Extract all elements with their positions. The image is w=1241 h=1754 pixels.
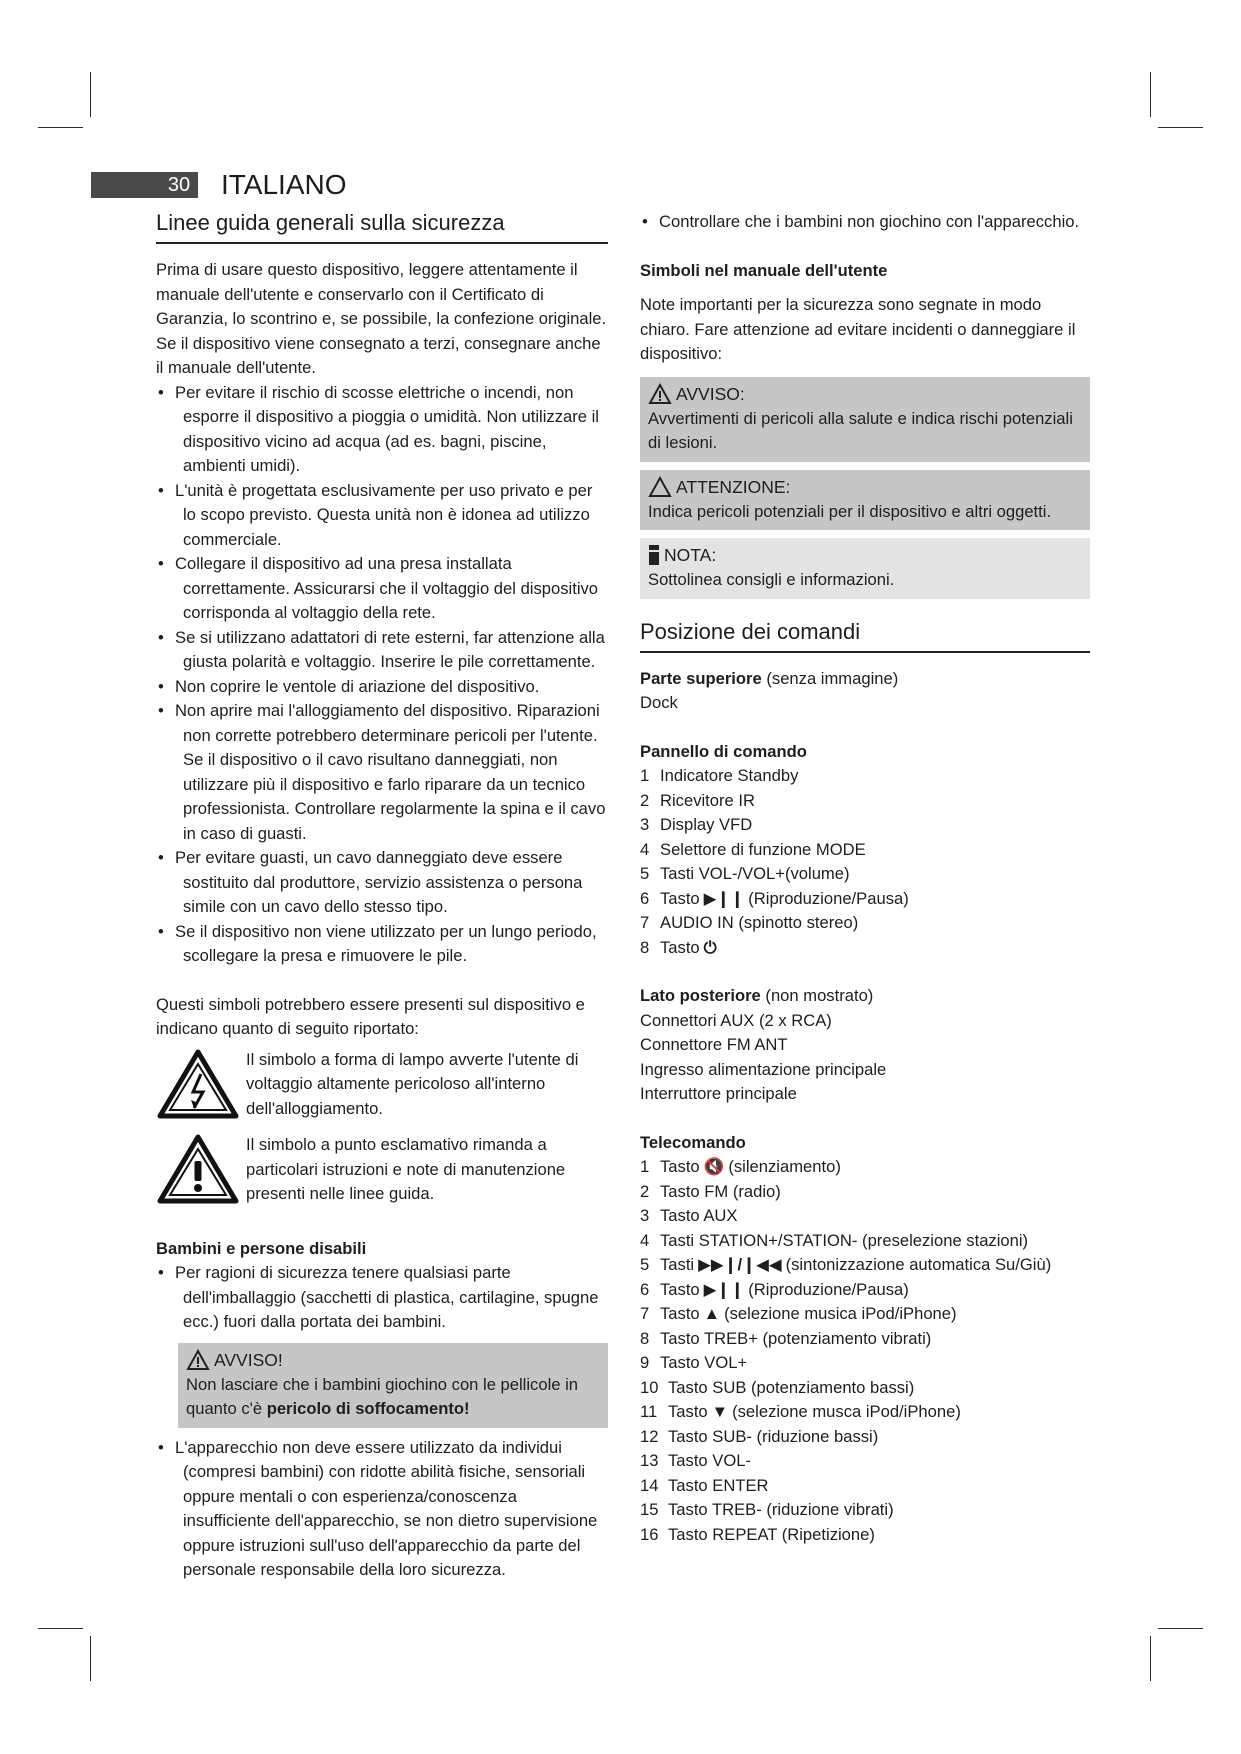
item-text: Tasto bbox=[660, 888, 700, 908]
lightning-warning-icon bbox=[156, 1048, 244, 1128]
item-number: 5 bbox=[640, 864, 650, 883]
item-number: 11 bbox=[640, 1402, 658, 1421]
list-item bbox=[640, 1229, 1090, 1254]
avviso-text: Avvertimenti di pericoli alla salute e indica rischi potenziali di lesioni. bbox=[648, 408, 1073, 452]
list-item bbox=[640, 887, 1090, 912]
list-item: • Non coprire le ventole di ariazione del dispositivo. bbox=[156, 675, 608, 700]
avviso-title: AVVISO: bbox=[676, 383, 745, 404]
item-number: 3 bbox=[640, 1206, 650, 1225]
list-item: • L'apparecchio non deve essere utilizzato da individui (compresi bambini) con ridotte abilità fisiche, sensoriali oppure mentali o con esperienza/conoscenza insufficiente dell'apparecchio, se non dietro supervisione oppure istruzioni sull'uso dell'apparecchio da parte del personale responsabile della loro sicurezza. bbox=[156, 1436, 608, 1583]
arrow-up-icon: ▲ bbox=[703, 1304, 721, 1323]
list-item bbox=[640, 1449, 1090, 1474]
item-text: Tasto AUX bbox=[660, 1206, 738, 1225]
language-heading: ITALIANO bbox=[221, 169, 347, 200]
item-text: Tasti STATION+/STATION- (preselezione stazioni) bbox=[660, 1230, 1029, 1250]
item-text: Tasto SUB- (riduzione bassi) bbox=[668, 1426, 879, 1446]
list-item: Ingresso alimentazione principale bbox=[640, 1059, 887, 1079]
attenzione-text: Indica pericoli potenziali per il dispositivo e altri oggetti. bbox=[648, 501, 1052, 521]
item-number: 5 bbox=[640, 1255, 650, 1274]
item-number: 4 bbox=[640, 839, 650, 859]
caution-triangle-icon bbox=[648, 476, 672, 498]
item-text: Tasto bbox=[660, 1279, 700, 1299]
list-item bbox=[640, 862, 1090, 887]
item-number: 1 bbox=[640, 766, 650, 785]
children-list bbox=[156, 1261, 608, 1335]
list-item bbox=[640, 1523, 1090, 1548]
list-item bbox=[640, 1302, 1090, 1327]
back-heading bbox=[640, 984, 1090, 1009]
back-note: (non mostrato) bbox=[765, 986, 874, 1005]
item-number: 14 bbox=[640, 1475, 659, 1495]
list-item bbox=[640, 1278, 1090, 1303]
item-text: Tasto TREB+ (potenziamento vibrati) bbox=[660, 1328, 932, 1348]
exclamation-warning-icon bbox=[156, 1133, 244, 1213]
left-column bbox=[156, 208, 608, 1583]
avviso-header bbox=[648, 381, 1082, 407]
safety-list bbox=[156, 381, 608, 969]
item-number: 10 bbox=[640, 1377, 659, 1397]
info-icon bbox=[648, 544, 660, 566]
list-item bbox=[640, 911, 1090, 936]
item-text: Tasto bbox=[660, 1157, 700, 1176]
remote-list bbox=[640, 1155, 1090, 1547]
item-number: 7 bbox=[640, 1304, 650, 1323]
item-text: (selezione musica iPod/iPhone) bbox=[724, 1304, 957, 1323]
crop-mark bbox=[38, 127, 83, 128]
item-text: (Riproduzione/Pausa) bbox=[748, 888, 909, 908]
crop-mark bbox=[90, 72, 91, 117]
power-icon: ⏻ bbox=[703, 937, 717, 957]
controls-title: Posizione dei comandi bbox=[640, 617, 1090, 653]
crop-mark bbox=[38, 1628, 83, 1629]
choking-warning-body bbox=[186, 1373, 600, 1422]
choking-warning-header bbox=[186, 1347, 600, 1373]
lightning-symbol-text: Il simbolo a forma di lampo avverte l'utente di voltaggio altamente pericoloso all'interno dell'alloggiamento. bbox=[246, 1049, 579, 1118]
list-item bbox=[640, 1155, 1090, 1180]
item-text: Selettore di funzione MODE bbox=[660, 839, 866, 859]
mute-icon: 🔇 bbox=[703, 1157, 725, 1176]
symbols-intro: Questi simboli potrebbero essere presenti sul dispositivo e indicano quanto di seguito riportato: bbox=[156, 994, 585, 1038]
item-number: 1 bbox=[640, 1157, 650, 1176]
item-number: 16 bbox=[640, 1524, 659, 1544]
nota-header bbox=[648, 542, 1082, 568]
choking-warning-box bbox=[178, 1343, 608, 1428]
item-text: Tasto SUB (potenziamento bassi) bbox=[668, 1377, 915, 1397]
item-text: Tasti VOL-/VOL+(volume) bbox=[660, 864, 850, 883]
crop-mark bbox=[90, 1636, 91, 1681]
list-item bbox=[640, 1327, 1090, 1352]
panel-title: Pannello di comando bbox=[640, 741, 807, 761]
crop-mark bbox=[1158, 1628, 1203, 1629]
item-text: Tasto REPEAT (Ripetizione) bbox=[668, 1524, 875, 1544]
list-item: • Non aprire mai l'alloggiamento del dispositivo. Riparazioni non corrette potrebbero determinare pericoli per l'utente. Se il dispositivo o il cavo risultano danneggiati, non utilizzare più il dispositivo e farlo riparare da un tecnico professionista. Controllare regolarmente la spina e il cavo in caso di guasti. bbox=[156, 699, 608, 846]
item-number: 2 bbox=[640, 790, 650, 810]
item-text: Tasto VOL+ bbox=[660, 1353, 748, 1372]
item-text: Display VFD bbox=[660, 815, 753, 834]
list-item: • Per evitare il rischio di scosse elettriche o incendi, non esporre il dispositivo a pioggia o umidità. Non utilizzare il dispositivo vicino ad acqua (ad es. bagni, piscine, ambienti umidi). bbox=[156, 381, 608, 479]
item-text: Tasto bbox=[668, 1402, 708, 1421]
exclamation-symbol-text: Il simbolo a punto esclamativo rimanda a particolari istruzioni e note di manutenzione presenti nelle linee guida. bbox=[246, 1135, 566, 1203]
crop-mark bbox=[1158, 127, 1203, 128]
top-part-note: (senza immagine) bbox=[766, 668, 899, 688]
lightning-symbol-row bbox=[156, 1048, 608, 1128]
list-item bbox=[640, 1498, 1090, 1523]
children-title: Bambini e persone disabili bbox=[156, 1238, 367, 1258]
choking-warning-bold: pericolo di soffocamento! bbox=[266, 1399, 470, 1418]
item-text: (Riproduzione/Pausa) bbox=[748, 1279, 909, 1299]
arrow-down-icon: ▼ bbox=[711, 1402, 729, 1421]
warning-triangle-icon bbox=[186, 1349, 210, 1371]
list-item: • Se si utilizzano adattatori di rete esterni, far attenzione alla giusta polarità e voltaggio. Inserire le pile correttamente. bbox=[156, 626, 608, 675]
list-item: Connettori AUX (2 x RCA) bbox=[640, 1010, 832, 1030]
item-number: 13 bbox=[640, 1451, 659, 1470]
crop-mark bbox=[1150, 72, 1151, 117]
item-number: 15 bbox=[640, 1500, 659, 1519]
list-item bbox=[640, 1474, 1090, 1499]
item-text: Tasto ENTER bbox=[668, 1475, 769, 1495]
item-number: 12 bbox=[640, 1426, 659, 1446]
list-item bbox=[640, 1204, 1090, 1229]
list-item bbox=[640, 1180, 1090, 1205]
attenzione-header bbox=[648, 474, 1082, 500]
list-item bbox=[640, 1376, 1090, 1401]
attenzione-title: ATTENZIONE: bbox=[676, 476, 791, 497]
item-number: 6 bbox=[640, 1279, 650, 1299]
item-text: Tasti bbox=[660, 1255, 695, 1274]
crop-mark bbox=[1150, 1636, 1151, 1681]
symbols-manual-title: Simboli nel manuale dell'utente bbox=[640, 260, 888, 280]
item-number: 3 bbox=[640, 815, 650, 834]
page-number: 30 bbox=[167, 174, 191, 196]
item-number: 4 bbox=[640, 1230, 650, 1250]
list-item: • Collegare il dispositivo ad una presa installata correttamente. Assicurarsi che il voltaggio del dispositivo corrisponda al voltaggio della rete. bbox=[156, 552, 608, 626]
supervision-list bbox=[156, 1436, 608, 1583]
list-item bbox=[640, 1351, 1090, 1376]
top-part-title: Parte superiore bbox=[640, 668, 762, 688]
item-text: AUDIO IN (spinotto stereo) bbox=[660, 913, 859, 932]
item-number: 7 bbox=[640, 913, 650, 932]
item-number: 2 bbox=[640, 1181, 650, 1201]
play-pause-icon: ▶❙❙ bbox=[703, 1279, 745, 1299]
list-item: • L'unità è progettata esclusivamente per uso privato e per lo scopo previsto. Questa unità non è idonea ad utilizzo commerciale. bbox=[156, 479, 608, 553]
exclamation-symbol-row bbox=[156, 1133, 608, 1213]
right-column bbox=[640, 210, 1090, 1547]
item-number: 9 bbox=[640, 1353, 650, 1372]
item-text: Ricevitore IR bbox=[660, 790, 755, 810]
item-text: Tasto bbox=[660, 1304, 700, 1323]
choking-warning-text: Non lasciare che i bambini giochino con le pellicole in quanto c'è bbox=[186, 1374, 579, 1418]
play-pause-icon: ▶❙❙ bbox=[703, 888, 745, 908]
children-list-cont bbox=[640, 210, 1090, 235]
avviso-box bbox=[640, 377, 1090, 462]
item-text: (selezione musca iPod/iPhone) bbox=[732, 1402, 961, 1421]
item-number: 8 bbox=[640, 937, 650, 957]
item-text: Indicatore Standby bbox=[660, 766, 799, 785]
list-item: • Per ragioni di sicurezza tenere qualsiasi parte dell'imballaggio (sacchetti di plastica, cartilagine, spugne ecc.) fuori dalla portata dei bambini. bbox=[156, 1261, 608, 1335]
item-number: 6 bbox=[640, 888, 650, 908]
skip-icon: ▶▶❙/❙◀◀ bbox=[698, 1255, 782, 1274]
list-item: • Se il dispositivo non viene utilizzato per un lungo periodo, scollegare la presa e rimuovere le pile. bbox=[156, 920, 608, 969]
list-item: Interruttore principale bbox=[640, 1084, 797, 1103]
list-item bbox=[640, 1400, 1090, 1425]
item-text: Tasto bbox=[660, 937, 700, 957]
list-item bbox=[640, 764, 1090, 789]
panel-list bbox=[640, 764, 1090, 960]
item-text: Tasto VOL- bbox=[668, 1451, 752, 1470]
item-text: (silenziamento) bbox=[728, 1157, 841, 1176]
item-text: Tasto TREB- (riduzione vibrati) bbox=[668, 1500, 894, 1519]
list-item: • Controllare che i bambini non giochino con l'apparecchio. bbox=[640, 210, 1090, 235]
back-title: Lato posteriore bbox=[640, 986, 761, 1005]
safety-intro: Prima di usare questo dispositivo, leggere attentamente il manuale dell'utente e conservarlo con il Certificato di Garanzia, lo scontrino e, se possibile, la confezione originale. Se il dispositivo viene consegnato a terzi, consegnare anche il manuale dell'utente. bbox=[156, 260, 607, 377]
item-text: (sintonizzazione automatica Su/Giù) bbox=[785, 1255, 1052, 1274]
remote-title: Telecomando bbox=[640, 1132, 746, 1152]
warning-triangle-icon bbox=[648, 383, 672, 405]
top-part-heading bbox=[640, 667, 1090, 692]
symbols-manual-text: Note importanti per la sicurezza sono segnate in modo chiaro. Fare attenzione ad evitare incidenti o danneggiare il dispositivo: bbox=[640, 295, 1076, 363]
list-item bbox=[640, 1253, 1090, 1278]
list-item bbox=[640, 789, 1090, 814]
list-item bbox=[640, 936, 1090, 961]
choking-warning-title: AVVISO! bbox=[214, 1349, 283, 1370]
item-number: 8 bbox=[640, 1328, 650, 1348]
list-item bbox=[640, 838, 1090, 863]
top-part-item: Dock bbox=[640, 693, 678, 712]
nota-text: Sottolinea consigli e informazioni. bbox=[648, 570, 895, 589]
item-text: Tasto FM (radio) bbox=[660, 1181, 781, 1201]
nota-box bbox=[640, 538, 1090, 599]
list-item bbox=[640, 813, 1090, 838]
list-item bbox=[640, 1425, 1090, 1450]
nota-title: NOTA: bbox=[664, 545, 717, 565]
attenzione-box bbox=[640, 470, 1090, 531]
list-item: Connettore FM ANT bbox=[640, 1035, 788, 1054]
list-item: • Per evitare guasti, un cavo danneggiato deve essere sostituito dal produttore, servizio assistenza o persona simile con un cavo dello stesso tipo. bbox=[156, 846, 608, 920]
safety-title: Linee guida generali sulla sicurezza bbox=[156, 208, 608, 244]
